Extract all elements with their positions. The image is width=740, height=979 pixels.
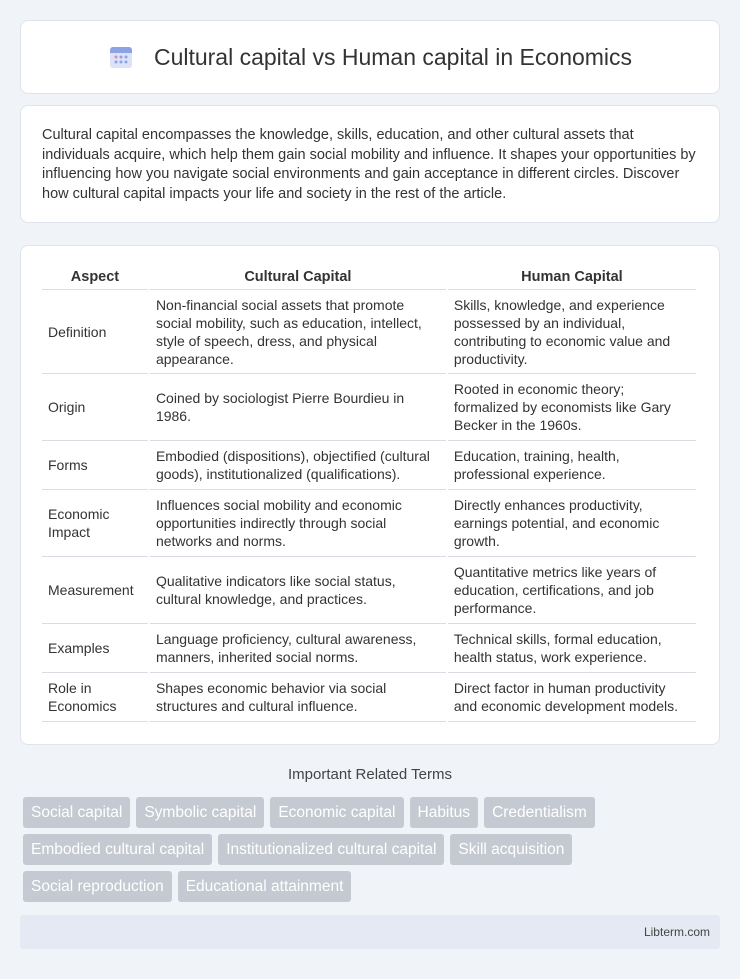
row-cultural: Shapes economic behavior via social structures and cultural influence. (150, 673, 446, 722)
header-aspect: Aspect (42, 264, 148, 290)
tag-embodied-cultural-capital[interactable]: Embodied cultural capital (23, 834, 212, 865)
table-row (42, 441, 696, 490)
title-card (20, 20, 720, 94)
row-aspect: Forms (42, 441, 148, 490)
header-cultural-capital: Cultural Capital (150, 264, 446, 290)
row-human: Directly enhances productivity, earnings potential, and economic growth. (448, 490, 696, 557)
footer-site-link[interactable]: Libterm.com (643, 925, 710, 939)
table-row (42, 290, 696, 374)
tag-social-capital[interactable]: Social capital (23, 797, 130, 828)
table-row (42, 490, 696, 557)
row-human: Skills, knowledge, and experience possessed by an individual, contributing to economic value and productivity. (448, 290, 696, 374)
row-human: Education, training, health, professional experience. (448, 441, 696, 490)
row-cultural: Qualitative indicators like social status, cultural knowledge, and practices. (150, 557, 446, 624)
comparison-table (40, 264, 698, 722)
footer (20, 915, 720, 949)
row-aspect: Measurement (42, 557, 148, 624)
row-cultural: Influences social mobility and economic opportunities indirectly through social networks and norms. (150, 490, 446, 557)
row-cultural: Coined by sociologist Pierre Bourdieu in 1986. (150, 374, 446, 441)
tag-skill-acquisition[interactable]: Skill acquisition (450, 834, 572, 865)
row-aspect: Origin (42, 374, 148, 441)
tag-credentialism[interactable]: Credentialism (484, 797, 595, 828)
page-title: Cultural capital vs Human capital in Economics (153, 43, 633, 70)
tag-habitus[interactable]: Habitus (410, 797, 479, 828)
calendar-grid-icon (108, 44, 134, 70)
comparison-card (20, 245, 720, 745)
row-human: Direct factor in human productivity and economic development models. (448, 673, 696, 722)
related-terms-list (23, 797, 723, 902)
row-human: Quantitative metrics like years of education, certifications, and job performance. (448, 557, 696, 624)
intro-text: Cultural capital encompasses the knowledge, skills, education, and other cultural assets that individuals acquire, which help them gain social mobility and influence. It shapes your opportunities by influencing how you navigate social environments and gain acceptance in different circles. Discover how cultural capital impacts your life and society in the rest of the article. (42, 127, 696, 202)
row-cultural: Embodied (dispositions), objectified (cultural goods), institutionalized (qualifications). (150, 441, 446, 490)
tag-social-reproduction[interactable]: Social reproduction (23, 871, 172, 902)
tag-educational-attainment[interactable]: Educational attainment (178, 871, 352, 902)
tag-symbolic-capital[interactable]: Symbolic capital (136, 797, 264, 828)
row-aspect: Economic Impact (42, 490, 148, 557)
table-row (42, 673, 696, 722)
intro-card (20, 105, 720, 223)
table-header-row (42, 264, 696, 290)
row-human: Rooted in economic theory; formalized by economists like Gary Becker in the 1960s. (448, 374, 696, 441)
header-human-capital: Human Capital (448, 264, 696, 290)
tag-institutionalized-cultural-capital[interactable]: Institutionalized cultural capital (218, 834, 444, 865)
row-human: Technical skills, formal education, health status, work experience. (448, 624, 696, 673)
row-cultural: Non-financial social assets that promote social mobility, such as education, intellect, style of speech, dress, and physical appearance. (150, 290, 446, 374)
table-row (42, 624, 696, 673)
table-row (42, 557, 696, 624)
row-aspect: Definition (42, 290, 148, 374)
row-aspect: Examples (42, 624, 148, 673)
related-terms-heading: Important Related Terms (288, 766, 452, 783)
table-row (42, 374, 696, 441)
row-aspect: Role in Economics (42, 673, 148, 722)
row-cultural: Language proficiency, cultural awareness, manners, inherited social norms. (150, 624, 446, 673)
tag-economic-capital[interactable]: Economic capital (270, 797, 403, 828)
